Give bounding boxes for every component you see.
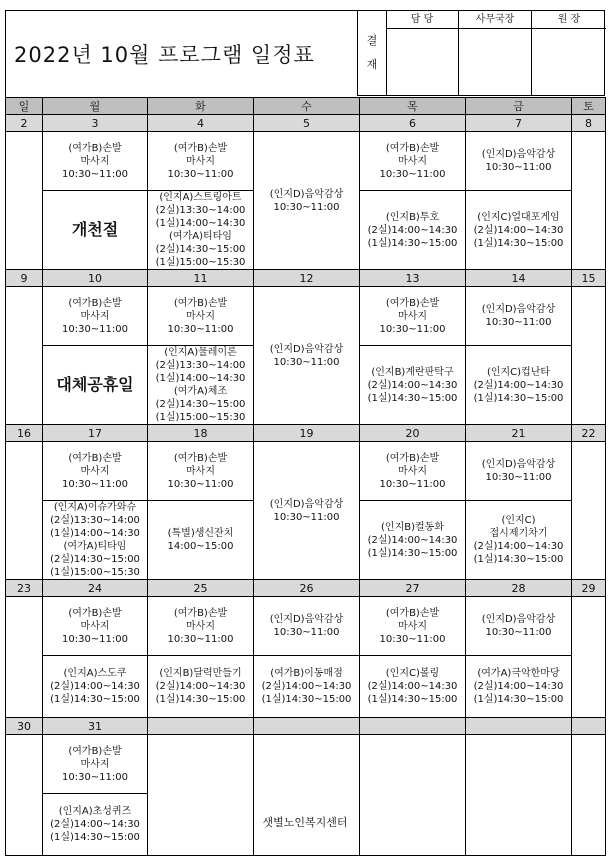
approval-col-secretary xyxy=(459,11,532,95)
date-number: 16 xyxy=(6,425,43,442)
program-time: 10:30~11:00 xyxy=(61,323,128,335)
date-number: 10 xyxy=(43,270,148,287)
date-number xyxy=(360,718,466,735)
date-number: 4 xyxy=(148,115,254,132)
program-title: 마사지 xyxy=(80,620,110,632)
program-cell xyxy=(360,597,466,656)
morning-row xyxy=(6,735,606,794)
program-title: (인지D)음악감상 xyxy=(269,614,344,625)
program-time: 10:30~11:00 xyxy=(379,633,446,645)
program-title: (여가B)이동매점 xyxy=(270,668,343,679)
program-time: (1실)14:30~15:00 xyxy=(367,547,458,559)
program-title: (인지A)스트링아트 xyxy=(159,192,242,203)
program-title: (인지A)초성퀴즈 xyxy=(58,806,132,817)
program-title: 마사지 xyxy=(80,758,110,770)
program-cell xyxy=(148,597,254,656)
program-time: (2실)14:00~14:30 xyxy=(473,541,564,552)
sunday-cell xyxy=(6,735,43,856)
program-cell xyxy=(360,501,466,580)
date-number: 19 xyxy=(254,425,360,442)
program-title: (인지C)컵난타 xyxy=(486,366,551,378)
program-cell xyxy=(466,597,572,656)
weekday-sat: 토 xyxy=(572,98,606,115)
program-title: (인지D)음악감상 xyxy=(481,149,556,160)
program-time: (2실)13:30~14:00 xyxy=(155,360,246,371)
program-title: (여가B)손발 xyxy=(385,452,440,464)
program-title: (여가B)손발 xyxy=(68,745,122,757)
program-cell xyxy=(360,442,466,501)
date-number: 6 xyxy=(360,115,466,132)
program-time: (1실)15:00~15:30 xyxy=(50,567,140,578)
program-title: (여가B)손발 xyxy=(385,142,440,154)
empty-cell xyxy=(254,735,360,856)
calendar-table xyxy=(5,97,606,856)
program-title: 접시제기차기 xyxy=(489,528,548,539)
program-title: (인지A)물레이론 xyxy=(164,347,237,358)
program-cell xyxy=(254,132,360,270)
date-number: 9 xyxy=(6,270,43,287)
date-number: 31 xyxy=(43,718,148,735)
program-time: (2실)14:00~14:30 xyxy=(367,379,458,391)
program-cell xyxy=(466,132,572,191)
program-title: (여가B)손발 xyxy=(68,607,122,619)
morning-row xyxy=(6,287,606,346)
program-title: (여가B)손발 xyxy=(68,142,122,154)
program-cell xyxy=(254,442,360,580)
date-number xyxy=(466,718,572,735)
program-title: 마사지 xyxy=(398,310,427,322)
program-time: (1실)14:30~15:00 xyxy=(473,694,564,705)
program-time: (2실)13:30~14:00 xyxy=(50,515,140,526)
program-title: (인지D)음악감상 xyxy=(269,343,344,355)
program-title: (특별)생신잔치 xyxy=(167,528,234,539)
program-time: (2실)14:00~14:30 xyxy=(50,819,140,830)
date-number: 20 xyxy=(360,425,466,442)
program-cell xyxy=(148,501,254,580)
program-cell xyxy=(148,191,254,270)
program-time: (2실)14:00~14:30 xyxy=(473,681,564,692)
empty-cell xyxy=(572,735,606,856)
approval-label xyxy=(358,11,387,95)
approval-header-staff: 담 당 xyxy=(386,11,458,29)
program-cell xyxy=(43,656,148,718)
program-time: (2실)14:00~14:30 xyxy=(367,534,458,546)
date-number: 23 xyxy=(6,580,43,597)
program-title: (여가B)손발 xyxy=(173,297,228,309)
program-time: (1실)14:30~15:00 xyxy=(261,694,352,705)
date-number: 15 xyxy=(572,270,606,287)
date-number: 21 xyxy=(466,425,572,442)
date-number: 8 xyxy=(572,115,606,132)
program-cell xyxy=(360,346,466,425)
morning-row xyxy=(6,442,606,501)
program-cell xyxy=(43,597,148,656)
program-title: (인지C)얼대포게임 xyxy=(477,211,560,223)
sunday-cell xyxy=(6,597,43,718)
date-row xyxy=(6,580,606,597)
program-title: (인지D)음악감상 xyxy=(481,459,556,470)
program-cell xyxy=(466,191,572,270)
program-cell xyxy=(360,287,466,346)
program-time: (2실)14:30~15:00 xyxy=(155,399,246,410)
saturday-cell xyxy=(572,597,606,718)
program-title: 마사지 xyxy=(186,620,215,632)
sunday-cell xyxy=(6,132,43,270)
program-time: (1실)14:00~14:30 xyxy=(50,528,140,539)
program-title: (인지D)음악감상 xyxy=(269,188,344,200)
holiday-label: 개천절 xyxy=(71,220,119,239)
date-number: 13 xyxy=(360,270,466,287)
date-row xyxy=(6,425,606,442)
program-title: (인지D)음악감상 xyxy=(269,498,344,510)
date-number xyxy=(572,718,606,735)
title-box xyxy=(5,10,358,98)
saturday-cell xyxy=(572,132,606,270)
footer-center-name: 샛별노인복지센터 xyxy=(262,816,348,829)
program-title: (인지B)컬동화 xyxy=(381,521,444,533)
program-title: 마사지 xyxy=(398,465,427,477)
program-title: (인지A)스도쿠 xyxy=(63,668,127,679)
program-cell xyxy=(466,501,572,580)
weekday-fri: 금 xyxy=(466,98,572,115)
program-time: (2실)14:00~14:30 xyxy=(50,681,140,692)
date-number: 12 xyxy=(254,270,360,287)
approval-label-1: 결 xyxy=(366,34,378,47)
program-title: (여가A)티타임 xyxy=(63,541,127,552)
program-title: (여가B)손발 xyxy=(173,142,228,154)
date-number: 29 xyxy=(572,580,606,597)
program-time: 10:30~11:00 xyxy=(273,201,340,213)
program-time: (2실)14:00~14:30 xyxy=(155,681,246,692)
date-number: 27 xyxy=(360,580,466,597)
date-number: 3 xyxy=(43,115,148,132)
program-time: 10:30~11:00 xyxy=(61,478,128,490)
date-number: 28 xyxy=(466,580,572,597)
program-title: (여가B)손발 xyxy=(385,297,440,309)
date-number: 17 xyxy=(43,425,148,442)
program-cell xyxy=(360,656,466,718)
program-title: 마사지 xyxy=(398,155,427,167)
weekday-tue: 화 xyxy=(148,98,254,115)
program-title: 마사지 xyxy=(186,310,215,322)
morning-row xyxy=(6,597,606,656)
date-number: 25 xyxy=(148,580,254,597)
date-number: 11 xyxy=(148,270,254,287)
saturday-cell xyxy=(572,442,606,580)
program-cell xyxy=(466,442,572,501)
program-cell xyxy=(466,346,572,425)
date-number: 30 xyxy=(6,718,43,735)
program-time: (1실)15:00~15:30 xyxy=(155,412,246,423)
program-time: 10:30~11:00 xyxy=(485,162,552,173)
program-time: (1실)14:00~14:30 xyxy=(155,218,246,229)
program-time: 10:30~11:00 xyxy=(379,323,446,335)
program-time: 10:30~11:00 xyxy=(273,356,340,368)
program-time: (1실)14:30~15:00 xyxy=(367,694,458,705)
date-number: 7 xyxy=(466,115,572,132)
program-cell xyxy=(360,191,466,270)
approval-col-staff xyxy=(386,11,459,95)
program-cell xyxy=(43,442,148,501)
program-time: 10:30~11:00 xyxy=(485,317,552,328)
date-row xyxy=(6,115,606,132)
program-cell xyxy=(466,656,572,718)
program-cell xyxy=(43,501,148,580)
program-title: (인지B)계란판탁구 xyxy=(371,366,454,378)
program-time: (1실)14:30~15:00 xyxy=(50,832,140,843)
program-title: (여가B)손발 xyxy=(173,607,228,619)
saturday-cell xyxy=(572,287,606,425)
approval-col-director xyxy=(532,11,606,95)
sunday-cell xyxy=(6,287,43,425)
program-time: 10:30~11:00 xyxy=(485,627,552,638)
program-title: (인지B)투호 xyxy=(385,211,440,223)
program-time: 10:30~11:00 xyxy=(273,511,340,523)
date-number: 26 xyxy=(254,580,360,597)
date-row xyxy=(6,270,606,287)
program-time: (1실)15:00~15:30 xyxy=(155,257,246,268)
program-title: 마사지 xyxy=(186,465,215,477)
program-cell xyxy=(148,346,254,425)
date-number: 2 xyxy=(6,115,43,132)
program-title: 마사지 xyxy=(80,155,110,167)
empty-cell xyxy=(466,735,572,856)
program-title: (여가B)손발 xyxy=(68,297,122,309)
program-title: (인지C)볼링 xyxy=(385,668,440,679)
program-title: 마사지 xyxy=(398,620,427,632)
program-time: 10:30~11:00 xyxy=(167,633,234,645)
date-number: 5 xyxy=(254,115,360,132)
weekday-mon: 월 xyxy=(43,98,148,115)
program-time: (1실)14:30~15:00 xyxy=(473,237,564,249)
date-number: 22 xyxy=(572,425,606,442)
program-title: (인지C) xyxy=(501,515,536,526)
holiday-cell xyxy=(43,346,148,425)
program-time: 10:30~11:00 xyxy=(61,633,128,645)
program-time: 10:30~11:00 xyxy=(61,771,128,783)
program-cell xyxy=(254,287,360,425)
weekday-thu: 목 xyxy=(360,98,466,115)
program-title: (인지D)음악감상 xyxy=(481,614,556,625)
holiday-cell xyxy=(43,191,148,270)
program-time: 10:30~11:00 xyxy=(167,323,234,335)
program-cell xyxy=(360,132,466,191)
program-time: (2실)13:30~14:00 xyxy=(155,205,246,216)
program-time: (1실)14:30~15:00 xyxy=(155,694,246,705)
program-cell xyxy=(43,287,148,346)
program-time: 10:30~11:00 xyxy=(61,168,128,180)
holiday-label: 대체공휴일 xyxy=(56,375,134,394)
program-time: (1실)14:30~15:00 xyxy=(473,554,564,565)
program-title: (여가B)손발 xyxy=(173,452,228,464)
weekday-sun: 일 xyxy=(6,98,43,115)
approval-box xyxy=(357,10,605,96)
date-row xyxy=(6,718,606,735)
program-title: (인지A)이슈가와슈 xyxy=(53,502,137,513)
program-time: 10:30~11:00 xyxy=(273,627,340,638)
morning-row xyxy=(6,132,606,191)
approval-label-2: 재 xyxy=(366,58,378,71)
program-cell xyxy=(148,656,254,718)
program-cell xyxy=(148,132,254,191)
program-title: 마사지 xyxy=(186,155,215,167)
program-time: (2실)14:30~15:00 xyxy=(155,244,246,255)
program-time: 10:30~11:00 xyxy=(167,168,234,180)
program-time: (2실)14:00~14:30 xyxy=(367,224,458,236)
program-time: 10:30~11:00 xyxy=(167,478,234,490)
program-time: 10:30~11:00 xyxy=(379,478,446,490)
date-number: 18 xyxy=(148,425,254,442)
program-time: 10:30~11:00 xyxy=(379,168,446,180)
program-time: (1실)14:30~15:00 xyxy=(473,392,564,404)
program-cell xyxy=(43,132,148,191)
program-cell xyxy=(43,735,148,794)
afternoon-row xyxy=(6,656,606,718)
program-cell xyxy=(254,597,360,656)
program-title: (여가B)손발 xyxy=(68,452,122,464)
page-title: 2022년 10월 프로그램 일정표 xyxy=(14,43,315,67)
program-title: (여가A)티타임 xyxy=(169,231,232,242)
program-cell xyxy=(254,656,360,718)
program-time: (2실)14:00~14:30 xyxy=(261,681,352,692)
program-time: (2실)14:00~14:30 xyxy=(367,681,458,692)
program-time: (1실)14:30~15:00 xyxy=(50,694,140,705)
program-title: (인지D)음악감상 xyxy=(481,304,556,315)
program-time: 14:00~15:00 xyxy=(167,541,234,552)
approval-header-director: 원 장 xyxy=(532,11,606,29)
program-title: (인지B)달력만들기 xyxy=(159,668,242,679)
program-title: 마사지 xyxy=(80,465,110,477)
weekday-header-row xyxy=(6,98,606,115)
program-title: 마사지 xyxy=(80,310,110,322)
program-time: (1실)14:30~15:00 xyxy=(367,237,458,249)
date-number: 24 xyxy=(43,580,148,597)
date-number: 14 xyxy=(466,270,572,287)
program-cell xyxy=(466,287,572,346)
program-time: (2실)14:00~14:30 xyxy=(473,224,564,236)
sunday-cell xyxy=(6,442,43,580)
program-title: (여가A)극악한마당 xyxy=(477,668,560,679)
program-time: (2실)14:00~14:30 xyxy=(473,379,564,391)
program-cell xyxy=(148,442,254,501)
date-number xyxy=(148,718,254,735)
date-number xyxy=(254,718,360,735)
program-title: (여가A)체조 xyxy=(173,386,228,397)
program-time: 10:30~11:00 xyxy=(485,472,552,483)
program-time: (2실)14:30~15:00 xyxy=(50,554,140,565)
program-time: (1실)14:30~15:00 xyxy=(367,392,458,404)
empty-cell xyxy=(360,735,466,856)
program-title: (여가B)손발 xyxy=(385,607,440,619)
weekday-wed: 수 xyxy=(254,98,360,115)
approval-header-secretary: 사무국장 xyxy=(459,11,531,29)
program-time: (1실)14:00~14:30 xyxy=(155,373,246,384)
program-cell xyxy=(148,287,254,346)
empty-cell xyxy=(148,735,254,856)
